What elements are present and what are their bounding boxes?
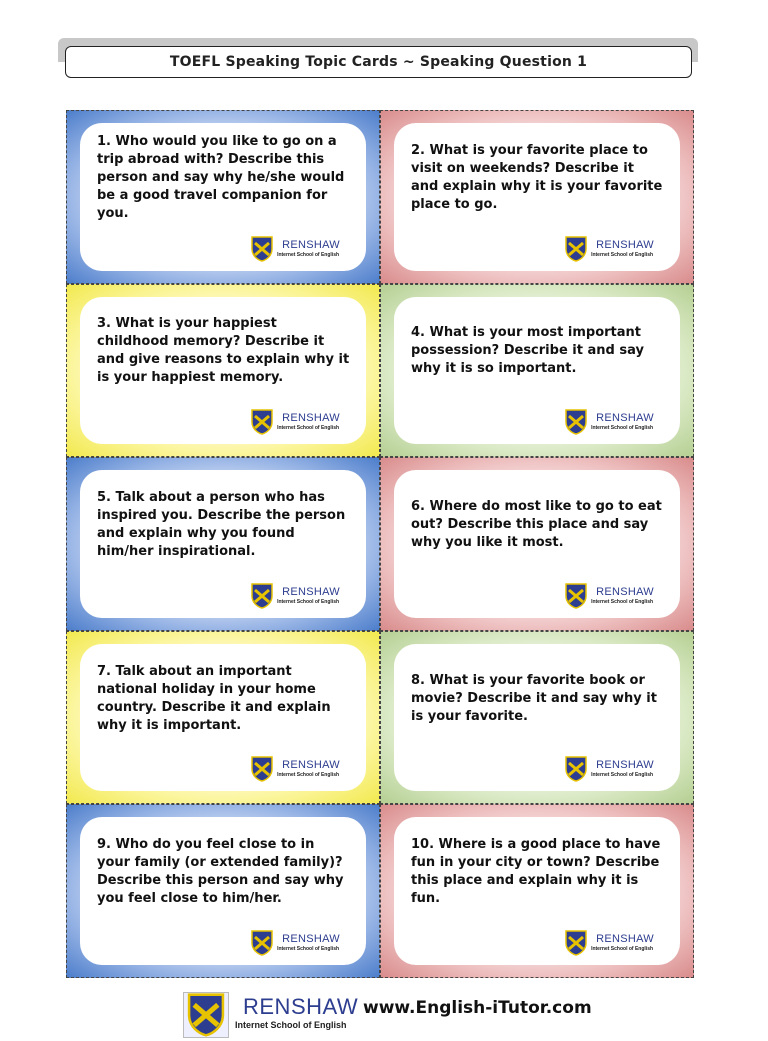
card-question: 3. What is your happiest childhood memory? Describe it and give reasons to explain why it is your happiest memory. [97,316,350,386]
topic-card-9 [66,804,380,978]
logo-tagline: Internet School of English [591,425,654,432]
footer-brand: RENSHAW [243,994,359,1019]
footer [0,988,768,1030]
card-panel [80,644,366,792]
topic-card-4 [380,284,694,458]
logo-brand: RENSHAW [282,585,340,598]
card-panel [394,817,680,965]
topic-card-3 [66,284,380,458]
topic-card-grid [66,110,694,978]
shield-icon [565,236,587,262]
logo-tagline: Internet School of English [277,251,340,258]
shield-icon [565,756,587,782]
renshaw-logo [251,409,340,435]
topic-card-5 [66,457,380,631]
card-question: 7. Talk about an important national holiday in your home country. Describe it and explain why it is important. [97,663,331,733]
card-panel [80,817,366,965]
page-title: TOEFL Speaking Topic Cards ~ Speaking Question 1 [65,46,692,78]
topic-card-10 [380,804,694,978]
renshaw-logo [565,583,654,609]
renshaw-logo [251,930,340,956]
logo-brand: RENSHAW [596,932,654,945]
logo-brand: RENSHAW [282,932,340,945]
renshaw-logo [251,583,340,609]
card-question: 8. What is your favorite book or movie? Describe it and say why it is your favorite. [411,672,657,724]
logo-tagline: Internet School of English [277,598,340,605]
card-question: 10. Where is a good place to have fun in your city or town? Describe this place and explain why it is fun. [411,837,661,907]
card-panel [394,470,680,618]
card-panel [80,470,366,618]
card-panel [394,123,680,271]
card-question: 5. Talk about a person who has inspired you. Describe the person and explain why you found him/her inspirational. [97,489,346,559]
card-panel [80,297,366,445]
footer-logo [183,992,359,1030]
renshaw-logo [251,236,340,262]
shield-icon [251,930,273,956]
logo-brand: RENSHAW [282,759,340,772]
shield-icon [251,756,273,782]
logo-brand: RENSHAW [596,412,654,425]
logo-tagline: Internet School of English [591,772,654,779]
footer-tagline: Internet School of English [235,1020,347,1030]
card-question: 6. Where do most like to go to eat out? Describe this place and say why you like it most. [411,498,662,550]
topic-card-7 [66,631,380,805]
topic-card-8 [380,631,694,805]
renshaw-logo [565,930,654,956]
renshaw-logo [565,409,654,435]
renshaw-logo [251,756,340,782]
footer-shield-icon [183,992,229,1038]
shield-icon [251,409,273,435]
card-question: 4. What is your most important possession? Describe it and say why it is so important. [411,325,644,377]
renshaw-logo [565,756,654,782]
card-panel [394,297,680,445]
logo-tagline: Internet School of English [277,945,340,952]
card-question: 9. Who do you feel close to in your family (or extended family)? Describe this person and say why you feel close to him/her. [97,837,344,907]
shield-icon [565,583,587,609]
logo-brand: RENSHAW [596,585,654,598]
card-question: 2. What is your favorite place to visit on weekends? Describe it and explain why it is your favorite place to go. [411,142,663,212]
card-panel [80,123,366,271]
logo-brand: RENSHAW [596,238,654,251]
logo-tagline: Internet School of English [277,425,340,432]
card-question: 1. Who would you like to go on a trip abroad with? Describe this person and say why he/she would be a good travel companion for you. [97,133,345,221]
logo-brand: RENSHAW [282,238,340,251]
shield-icon [251,236,273,262]
topic-card-2 [380,110,694,284]
shield-icon [565,409,587,435]
card-panel [394,644,680,792]
footer-url[interactable]: www.English-iTutor.com [363,998,592,1018]
topic-card-6 [380,457,694,631]
topic-card-1 [66,110,380,284]
logo-tagline: Internet School of English [591,945,654,952]
logo-tagline: Internet School of English [591,598,654,605]
logo-brand: RENSHAW [596,759,654,772]
shield-icon [251,583,273,609]
logo-tagline: Internet School of English [591,251,654,258]
shield-icon [565,930,587,956]
renshaw-logo [565,236,654,262]
logo-tagline: Internet School of English [277,772,340,779]
logo-brand: RENSHAW [282,412,340,425]
